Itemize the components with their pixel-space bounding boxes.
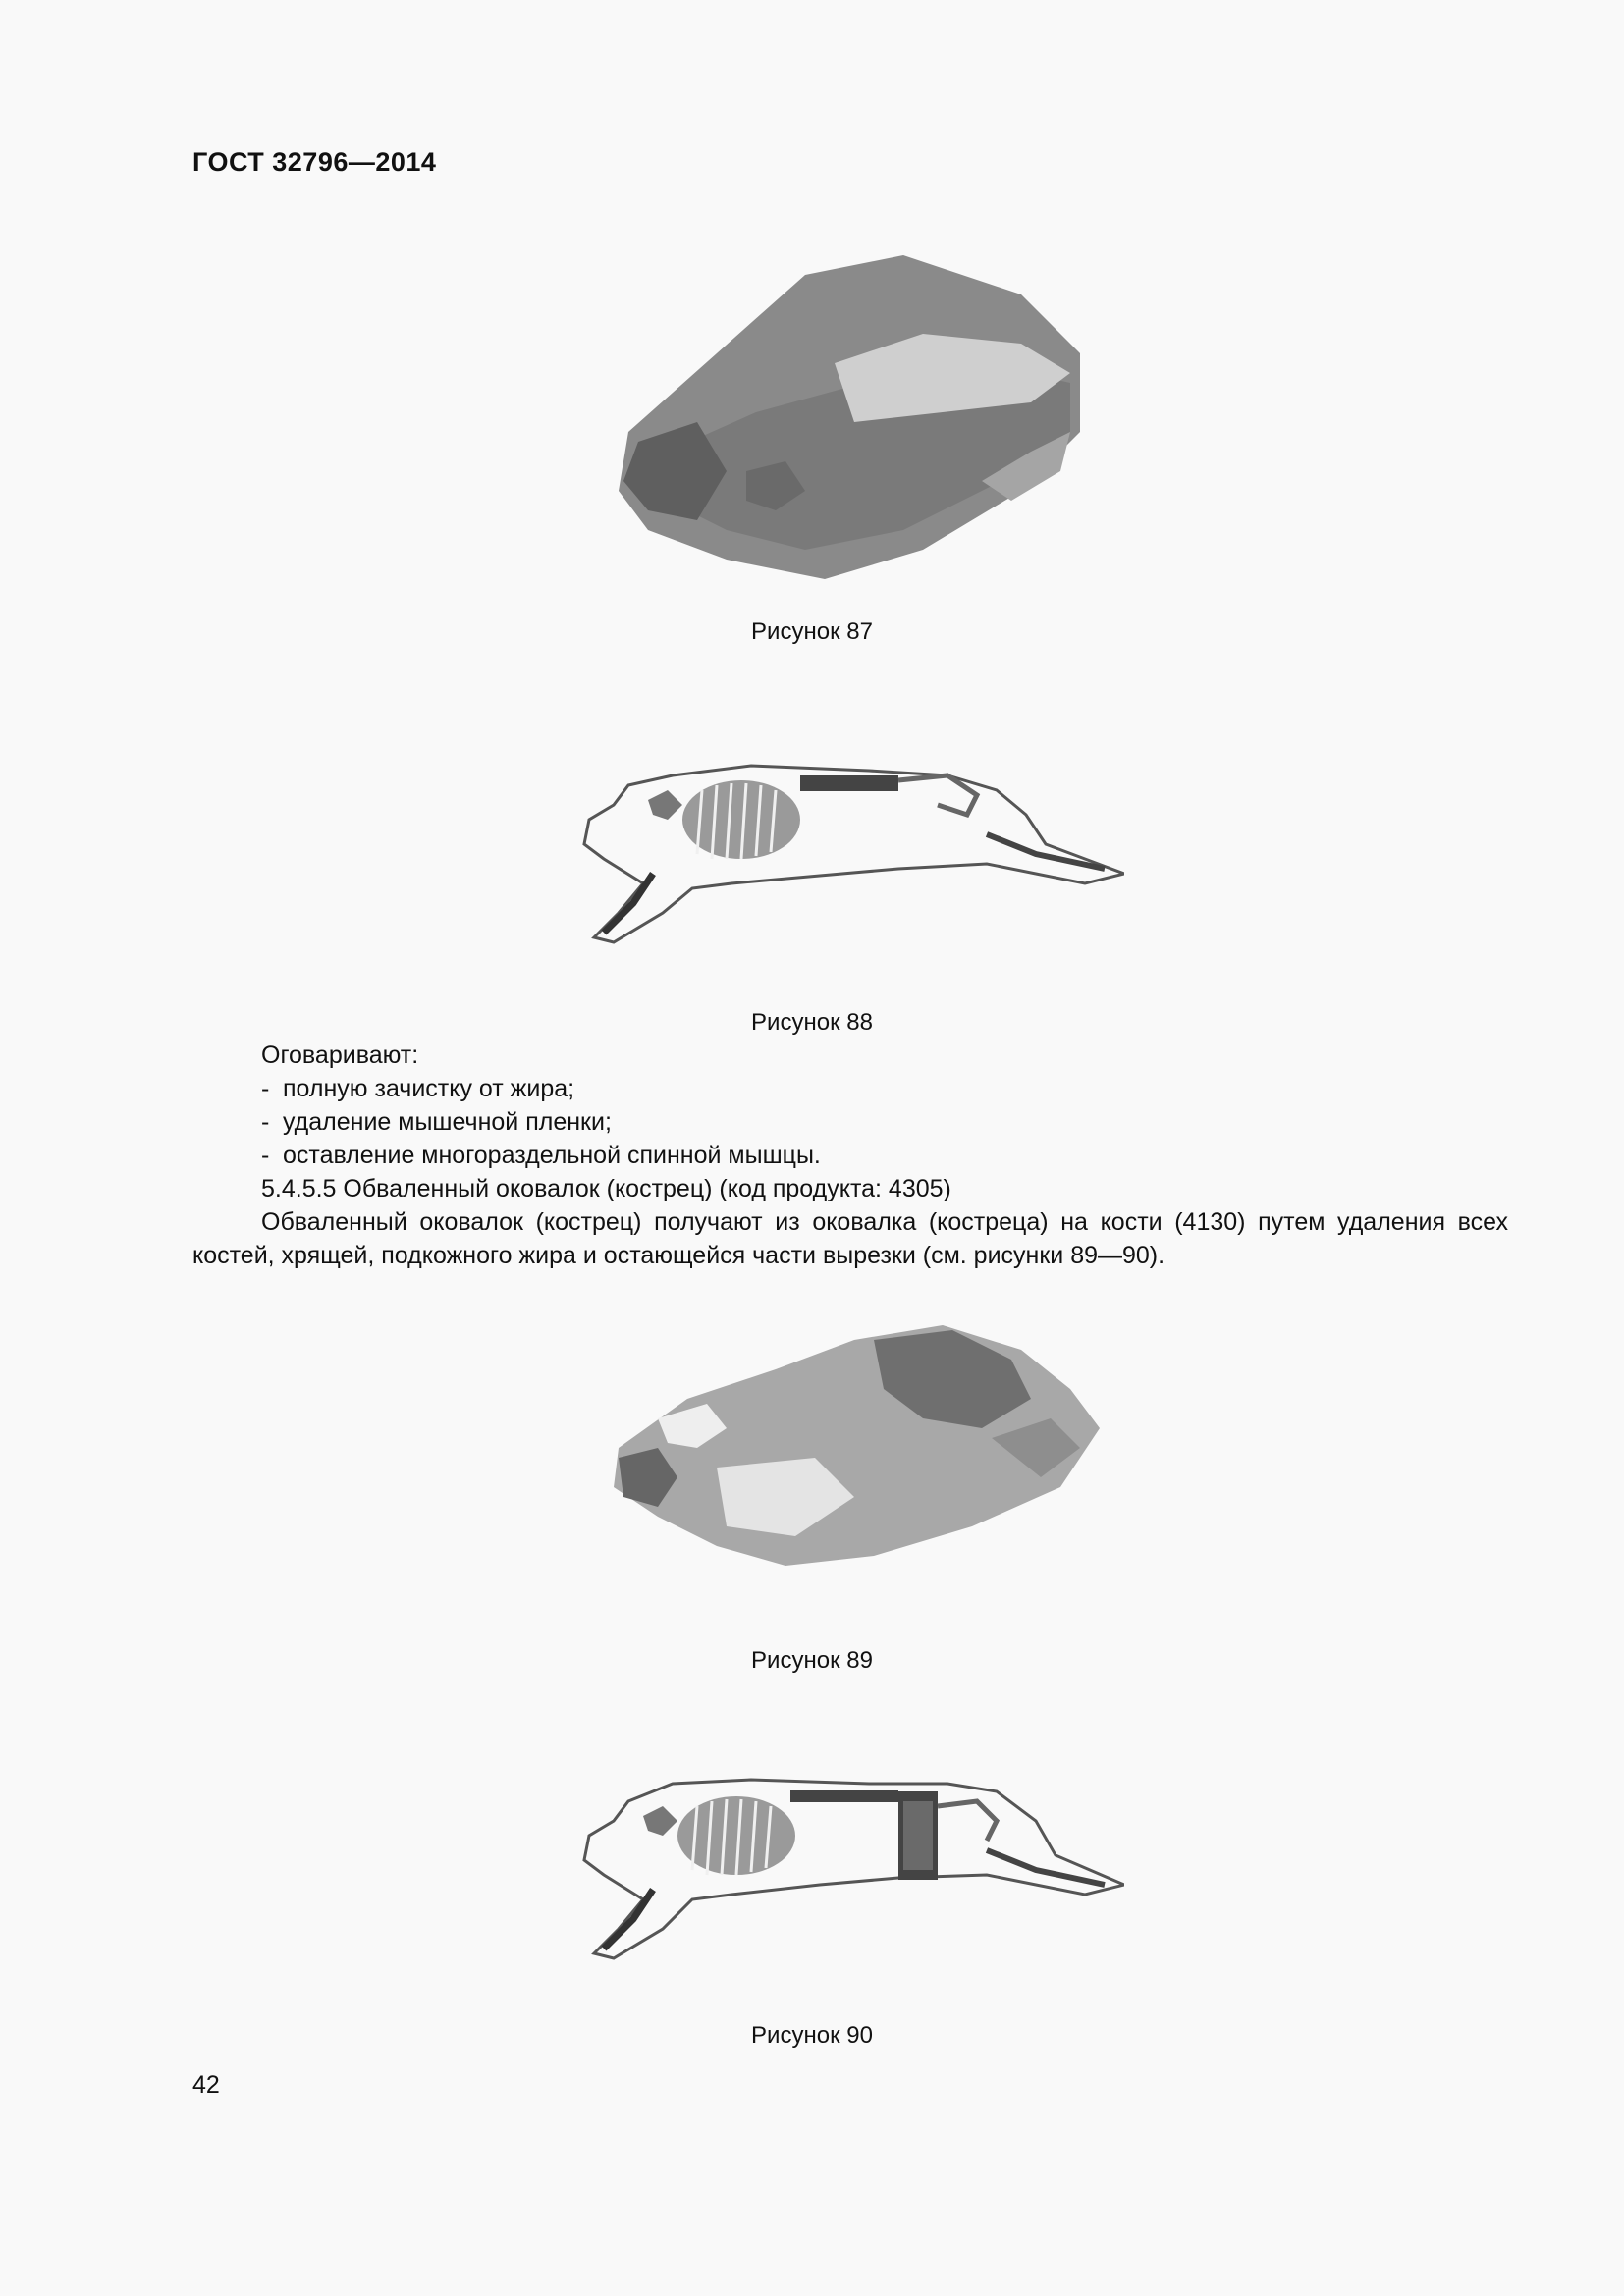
list-item-text: полную зачистку от жира; <box>283 1075 575 1102</box>
figure-89-image <box>599 1310 1110 1605</box>
list-item-text: удаление мышечной пленки; <box>283 1108 612 1136</box>
list-item <box>192 1072 1508 1105</box>
section-heading: 5.4.5.5 Обваленный оковалок (кострец) (код продукта: 4305) <box>261 1175 951 1202</box>
figure-90-caption: Рисунок 90 <box>751 2022 873 2049</box>
page-number: 42 <box>192 2071 220 2099</box>
figure-87-image <box>609 236 1100 589</box>
body-text <box>192 1039 1508 1272</box>
list-item <box>192 1139 1508 1172</box>
list-item-text: оставление многораздельной спинной мышцы. <box>283 1142 821 1169</box>
bullet-marker: - <box>261 1142 270 1169</box>
figure-90-diagram <box>574 1762 1124 1968</box>
bullet-marker: - <box>261 1108 270 1136</box>
section-paragraph: Обваленный оковалок (кострец) получают из оковалка (кострeца) на кости (4130) путем удаления всех костей, хрящей, подкожного жира и остающейся части вырезки (см. рисунки 89—90). <box>192 1208 1508 1269</box>
bullet-marker: - <box>261 1075 270 1102</box>
list-item <box>192 1105 1508 1139</box>
figure-88-caption: Рисунок 88 <box>751 1009 873 1036</box>
document-header: ГОСТ 32796—2014 <box>192 147 437 177</box>
intro-text: Оговаривают: <box>261 1041 419 1069</box>
figure-89-caption: Рисунок 89 <box>751 1647 873 1674</box>
figure-88-diagram <box>574 746 1124 952</box>
figure-87-caption: Рисунок 87 <box>751 618 873 645</box>
